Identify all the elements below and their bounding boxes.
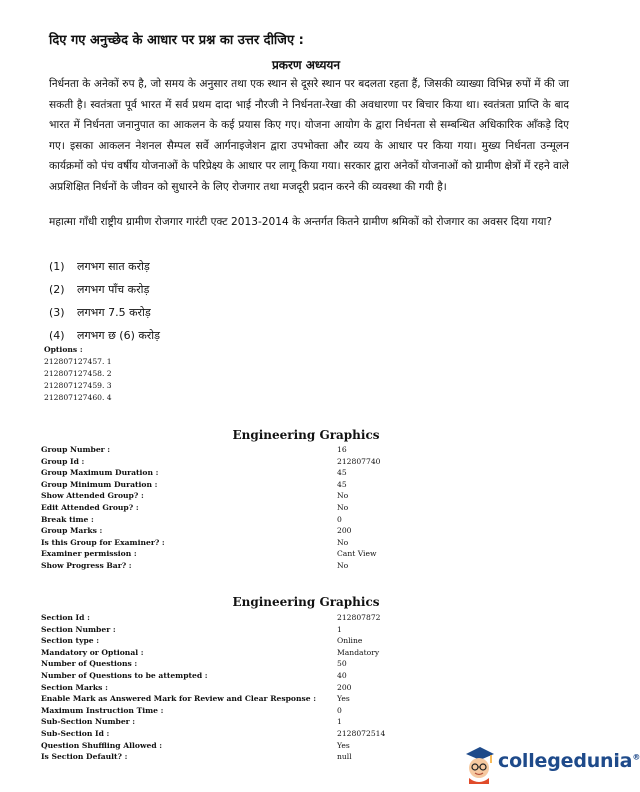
info-value: 0	[337, 705, 342, 715]
info-row	[41, 670, 461, 682]
trademark-symbol: ®	[632, 752, 640, 762]
info-value: 200	[337, 682, 352, 692]
info-row	[41, 560, 461, 572]
info-key: Is this Group for Examiner? :	[41, 537, 165, 547]
info-value: 212807872	[337, 613, 381, 622]
option-number: (2)	[49, 283, 65, 296]
section-title: Engineering Graphics	[232, 595, 380, 609]
info-key: Section Number :	[41, 624, 116, 634]
info-key: Group Number :	[41, 445, 111, 454]
info-row	[41, 740, 461, 752]
option-text: लगभग पाँच करोड़	[77, 283, 150, 296]
info-row	[41, 716, 461, 728]
info-value: 45	[337, 468, 347, 478]
info-key: Section type :	[41, 636, 100, 646]
info-row	[41, 647, 461, 659]
info-key: Group Id :	[41, 456, 85, 466]
info-row	[41, 467, 461, 479]
option-number: (3)	[49, 306, 65, 319]
logo-text	[498, 750, 640, 772]
question-header: दिए गए अनुच्छेद के आधार पर प्रश्न का उत्तर दीजिए :	[49, 33, 304, 48]
info-value: 50	[337, 659, 347, 669]
answer-option-1[interactable]	[49, 255, 160, 278]
option-text: लगभग सात करोड़	[77, 260, 150, 273]
info-row	[41, 705, 461, 717]
info-key: Enable Mark as Answered Mark for Review and Clear Response :	[41, 694, 317, 704]
info-value: Mandatory	[337, 647, 380, 657]
info-value: 45	[337, 479, 347, 489]
info-key: Group Maximum Duration :	[41, 468, 159, 478]
info-key: Is Section Default? :	[41, 752, 128, 762]
info-key: Number of Questions :	[41, 659, 138, 669]
info-key: Mandatory or Optional :	[41, 647, 144, 657]
info-key: Examiner permission :	[41, 549, 137, 559]
info-key: Sub-Section Id :	[41, 728, 110, 738]
info-row	[41, 514, 461, 526]
option-number: (4)	[49, 329, 65, 342]
option-id: 212807127458. 2	[44, 369, 112, 378]
group-title: Engineering Graphics	[232, 428, 380, 442]
info-row	[41, 525, 461, 537]
info-key: Edit Attended Group? :	[41, 502, 139, 512]
info-row	[41, 479, 461, 491]
info-row	[41, 537, 461, 549]
question-text: महात्मा गाँधी राष्ट्रीय ग्रामीण रोजगार गारंटी एक्ट 2013-2014 के अन्तर्गत कितने ग्रामीण श्रमिकों को रोजगार का अवसर दिया गया?	[49, 216, 552, 228]
graduate-mascot-icon	[462, 744, 496, 784]
info-row	[41, 751, 461, 763]
info-value: Yes	[337, 694, 350, 704]
info-value: Yes	[337, 740, 350, 750]
info-row	[41, 612, 461, 624]
group-info-table	[41, 444, 461, 572]
info-value: 0	[337, 514, 342, 524]
info-value: No	[337, 560, 349, 570]
answer-options	[49, 255, 160, 347]
option-id: 212807127460. 4	[44, 393, 112, 402]
info-key: Number of Questions to be attempted :	[41, 670, 208, 680]
info-value: 1	[337, 717, 342, 727]
info-row	[41, 658, 461, 670]
info-row	[41, 693, 461, 705]
info-row	[41, 624, 461, 636]
info-value: 40	[337, 670, 347, 680]
info-key: Group Minimum Duration :	[41, 479, 158, 489]
collegedunia-logo	[462, 744, 640, 784]
option-id: 212807127457. 1	[44, 357, 112, 366]
info-value: No	[337, 537, 349, 547]
info-value: 200	[337, 526, 352, 536]
info-value: 212807740	[337, 456, 381, 466]
info-key: Question Shuffling Allowed :	[41, 740, 163, 750]
info-row	[41, 490, 461, 502]
info-key: Group Marks :	[41, 526, 103, 536]
option-text: लगभग छ (6) करोड़	[77, 329, 161, 342]
info-key: Maximum Instruction Time :	[41, 705, 164, 715]
info-value: null	[337, 752, 352, 762]
info-row	[41, 502, 461, 514]
info-key: Show Progress Bar? :	[41, 560, 132, 570]
info-row	[41, 548, 461, 560]
info-value: 16	[337, 445, 347, 454]
option-ids	[44, 344, 112, 404]
options-label: Options :	[44, 345, 83, 354]
info-value: Online	[337, 636, 363, 646]
info-key: Section Id :	[41, 613, 90, 622]
info-key: Sub-Section Number :	[41, 717, 136, 727]
info-key: Section Marks :	[41, 682, 108, 692]
info-value: 2128072514	[337, 728, 386, 738]
option-number: (1)	[49, 260, 65, 273]
section-info-table	[41, 612, 461, 763]
info-key: Break time :	[41, 514, 94, 524]
answer-option-2[interactable]	[49, 278, 160, 301]
option-id: 212807127459. 3	[44, 381, 112, 390]
info-row	[41, 635, 461, 647]
option-text: लगभग 7.5 करोड़	[77, 306, 151, 319]
info-value: No	[337, 502, 349, 512]
info-row	[41, 728, 461, 740]
info-value: No	[337, 491, 349, 501]
info-row	[41, 444, 461, 456]
case-study-title: प्रकरण अध्ययन	[271, 58, 341, 72]
info-row	[41, 456, 461, 468]
info-value: Cant View	[337, 549, 377, 559]
answer-option-3[interactable]	[49, 301, 160, 324]
info-value: 1	[337, 624, 342, 634]
passage-text: निर्धनता के अनेकों रुप है, जो समय के अनुसार तथा एक स्थान से दूसरे स्थान पर बदलता रहता हैं, जिसकी व्याख्या विभिन्न रुपों में की जा सकती है। स्वतंत्रता पूर्व भारत में सर्व प्रथम दादा भाई नौरजी ने निर्धनता-रेखा की अवधारणा पर बिचार किया था। स्वतंत्रता प्राप्ति के बाद भारत में निर्धनता जनानुपात का आकलन के कई प्रयास किए गए। योजना आयोग के द्वारा निर्धनता से सम्बन्धित अधिकारिक आँकड़े दिए गए। इसका आकलन नेशनल सैम्पल सर्वे आर्गनाइजेशन द्वारा उपभोक्ता और व्यय के आधार पर किया गया। मुख्य निर्धनता उन्मूलन कार्यक्रमों को पंच वर्षीय योजनाओं के परिप्रेक्ष्य के आधार पर लागू किया गया। सरकार द्वारा अनेकों योजनाओं को ग्रामीण क्षेत्रों में रहने वाले अप्रशिक्षित निर्धनों के जीवन को सुधारने के लिए रोजगार तथा मजदूरी प्रदान करने की व्यवस्था की गयी है।	[49, 78, 569, 193]
info-row	[41, 682, 461, 694]
logo-wordmark: collegedunia	[498, 750, 633, 772]
info-key: Show Attended Group? :	[41, 491, 144, 501]
